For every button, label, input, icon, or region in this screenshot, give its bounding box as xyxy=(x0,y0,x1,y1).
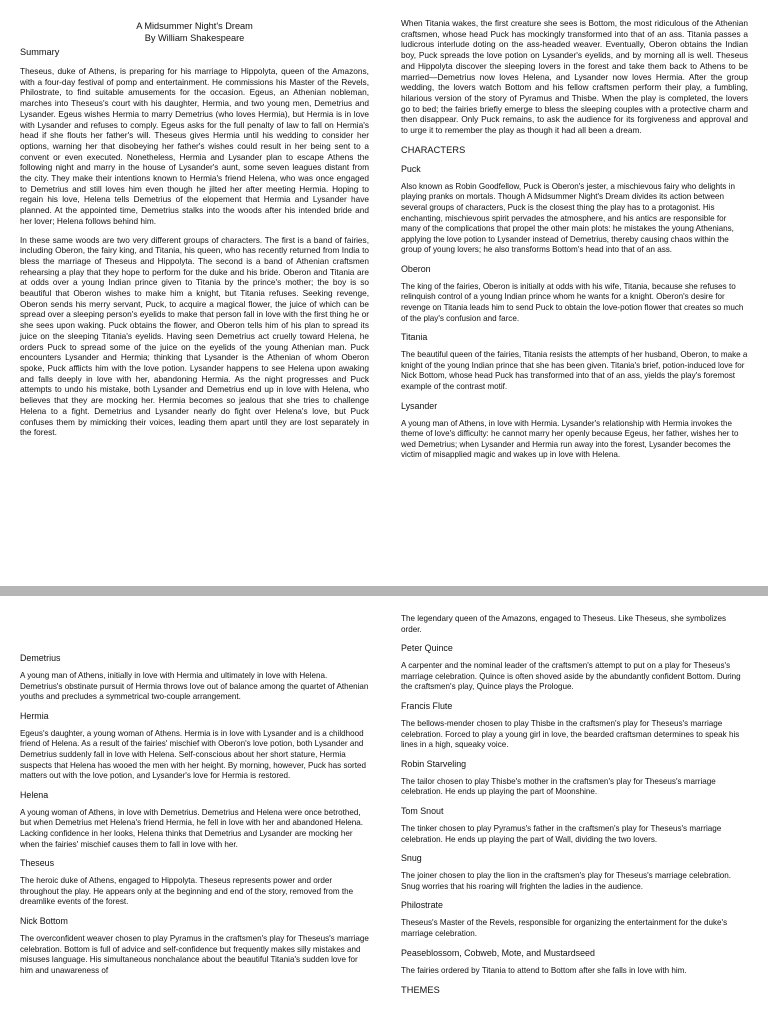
document-page-2 xyxy=(0,596,768,1024)
characters-heading: CHARACTERS xyxy=(401,144,466,155)
character-name-titania: Titania xyxy=(401,332,428,343)
character-name-fairies: Peaseblossom, Cobweb, Mote, and Mustardseed xyxy=(401,947,595,958)
page2-left-column xyxy=(20,653,369,984)
document-author: By William Shakespeare xyxy=(144,33,245,43)
character-desc-oberon: The king of the fairies, Oberon is initially at odds with his wife, Titania, because she refuses to relinquish control of a young Indian prince whom he wants for a knight. Oberon's desire for revenge on Titania leads him to send Puck to obtain the love-potion flower that creates so much of the play's confusion and farce. xyxy=(401,281,744,323)
character-desc-robin-starveling: The tailor chosen to play Thisbe's mother in the craftsmen's play for Theseus's marriage celebration. He ends up playing the part of Moonshine. xyxy=(401,776,716,797)
character-desc-hippolyta: The legendary queen of the Amazons, engaged to Theseus. Like Theseus, she symbolizes order. xyxy=(401,614,727,634)
character-name-snug: Snug xyxy=(401,853,422,864)
character-desc-francis-flute: The bellows-mender chosen to play Thisbe in the craftsmen's play for Theseus's marriage celebration. Forced to play a young girl in love, the bearded craftsman determines to speak his lines in a high, squeaky voice. xyxy=(401,718,740,750)
character-name-oberon: Oberon xyxy=(401,263,431,274)
page2-right-column xyxy=(401,614,748,1004)
character-name-hermia: Hermia xyxy=(20,710,49,721)
character-desc-peter-quince: A carpenter and the nominal leader of the craftsmen's attempt to put on a play for Theseus's marriage celebration. Quince is often shoved aside by the abundantly confident Bottom. During the craftsmen's play, Quince plays the Prologue. xyxy=(401,661,741,692)
character-name-philostrate: Philostrate xyxy=(401,900,443,911)
character-desc-theseus: The heroic duke of Athens, engaged to Hippolyta. Theseus represents power and order throughout the play. He appears only at the beginning and end of the story, removed from the dreamlike events of the forest. xyxy=(20,876,354,907)
page1-left-column xyxy=(20,20,369,446)
character-desc-titania: The beautiful queen of the fairies, Titania resists the attempts of her husband, Oberon, to make a knight of the young Indian prince that she has been given. Titania's brief, potion-induced love for Nick Bottom, whose head Puck has transformed into that of an ass, yields the play's foremost example of the contrast motif. xyxy=(401,350,748,392)
character-name-peter-quince: Peter Quince xyxy=(401,643,453,654)
character-desc-hermia: Egeus's daughter, a young woman of Athens. Hermia is in love with Lysander and is a childhood friend of Helena. As a result of the fairies' mischief with Oberon's love potion, both Lysander and Demetrius suddenly fall in love with Helena. Self-conscious about her short stature, Hermia suspects that Helena has wooed the men with her height. By morning, however, Puck has sorted matters out with the love potion, and Lysander's love for Hermia is restored. xyxy=(20,728,366,781)
character-desc-lysander: A young man of Athens, in love with Hermia. Lysander's relationship with Hermia invokes the theme of love's difficulty: he cannot marry her openly because Egeus, her father, wishes her to wed Demetrius; when Lysander and Hermia run away into the forest, Lysander becomes the victim of misapplied magic and wakes up in love with Helena. xyxy=(401,418,739,460)
character-name-helena: Helena xyxy=(20,789,49,800)
page1-right-column xyxy=(401,18,748,469)
character-name-tom-snout: Tom Snout xyxy=(401,805,444,816)
character-desc-philostrate: Theseus's Master of the Revels, responsible for organizing the entertainment for the duke's marriage celebration. xyxy=(401,918,728,938)
character-name-francis-flute: Francis Flute xyxy=(401,700,453,711)
summary-paragraph-3: When Titania wakes, the first creature she sees is Bottom, the most ridiculous of the Athenian craftsmen, whose head Puck has mockingly transformed into that of an ass. Titania passes a ludicrous interlude doting on the ass-headed weaver. Eventually, Oberon obtains the Indian boy, Puck spreads the love potion on Lysander's eyelids, and by morning all is well. Theseus and Hippolyta discover the sleeping lovers in the forest and take them back to Athens to be married—Demetrius now loves Helena, and Lysander now loves Hermia. After the group wedding, the lovers watch Bottom and his fellow craftsmen perform their play, a fumbling, hilarious version of the story of Pyramus and Thisbe. When the play is completed, the lovers go to bed; the fairies briefly emerge to bless the sleeping couples with a protective charm and then disappear. Only Puck remains, to ask the audience for its forgiveness and approval and to urge it to remember the play as though it had all been a dream. xyxy=(401,18,748,136)
summary-paragraph-2: In these same woods are two very different groups of characters. The first is a band of fairies, including Oberon, the fairy king, and Titania, his queen, who has recently returned from India to bless the marriage of Theseus and Hippolyta. The second is a band of Athenian craftsmen rehearsing a play that they hope to perform for the duke and his bride. Oberon and Titania are at odds over a young Indian prince given to Titania by the prince's mother; the boy is so beautiful that Oberon wishes to make him a knight, but Titania refuses. Seeking revenge, Oberon sends his merry servant, Puck, to acquire a magical flower, the juice of which can be spread over a sleeping person's eyelids to make that person fall in love with the first thing he or she sees upon waking. Puck obtains the flower, and Oberon tells him of his plan to spread its juice on the sleeping Titania's eyelids. Having seen Demetrius act cruelly toward Helena, he orders Puck to spread some of the juice on the eyelids of the young Athenian man. Puck encounters Lysander and Hermia; thinking that Lysander is the Athenian of whom Oberon spoke, Puck afflicts him with the love potion. Lysander happens to see Helena upon awaking and falls deeply in love with her, abandoning Hermia. As the night progresses and Puck attempts to undo his mistake, both Lysander and Demetrius end up in love with Helena, who believes that they are mocking her. Hermia becomes so jealous that she tries to challenge Helena to a fight. Demetrius and Lysander nearly do fight over Helena's love, but Puck confuses them by mimicking their voices, leading them apart until they are lost separately in the forest. xyxy=(20,234,369,438)
summary-paragraph-1: Theseus, duke of Athens, is preparing for his marriage to Hippolyta, queen of the Amazons, with a four-day festival of pomp and entertainment. He commissions his Master of the Revels, Philostrate, to find suitable amusements for the occasion. Egeus, an Athenian nobleman, marches into Theseus's court with his daughter, Hermia, and two young men, Demetrius and Lysander. Egeus wishes Hermia to marry Demetrius (who loves Hermia), but Hermia is in love with Lysander and refuses to comply. Egeus asks for the full penalty of law to fall on Hermia's head if she flouts her father's will. Theseus gives Hermia until his wedding to consider her options, warning her that disobeying her father's wishes could result in her being sent to a convent or even executed. Nonetheless, Hermia and Lysander plan to escape Athens the following night and marry in the house of Lysander's aunt, some seven leagues distant from the city. They make their intentions known to Hermia's friend Helena, who was once engaged to Demetrius and still loves him even though he jilted her after meeting Hermia. Hoping to regain his love, Helena tells Demetrius of the elopement that Hermia and Lysander have planned. At the appointed time, Demetrius stalks into the woods after his intended bride and her lover; Helena follows behind him. xyxy=(20,66,369,226)
character-name-theseus: Theseus xyxy=(20,858,55,869)
character-name-demetrius: Demetrius xyxy=(20,653,61,663)
character-name-puck: Puck xyxy=(401,163,421,174)
character-desc-fairies: The fairies ordered by Titania to attend to Bottom after she falls in love with him. xyxy=(401,965,687,975)
character-desc-tom-snout: The tinker chosen to play Pyramus's father in the craftsmen's play for Theseus's marriage celebration. He ends up playing the part of Wall, dividing the two lovers. xyxy=(401,823,722,844)
summary-heading: Summary xyxy=(20,47,60,57)
themes-heading: THEMES xyxy=(401,985,440,996)
character-name-lysander: Lysander xyxy=(401,400,438,411)
character-desc-helena: A young woman of Athens, in love with Demetrius. Demetrius and Helena were once betrothed, but when Demetrius met Helena's friend Hermia, he fell in love with her and abandoned Helena. Lacking confidence in her looks, Helena thinks that Demetrius and Lysander are mocking her when the fairies' mischief causes them to fall in love with her. xyxy=(20,807,364,849)
character-desc-nick-bottom: The overconfident weaver chosen to play Pyramus in the craftsmen's play for Theseus's marriage celebration. Bottom is full of advice and self-confidence but frequently makes silly mistakes and misuses language. His simultaneous nonchalance about the beautiful Titania's sudden love for him and unawareness of xyxy=(20,933,369,975)
character-desc-puck: Also known as Robin Goodfellow, Puck is Oberon's jester, a mischievous fairy who delights in playing pranks on mortals. Though A Midsummer Night's Dream divides its action between several groups of characters, Puck is the closest thing the play has to a protagonist. His enchanting, mischievous spirit pervades the atmosphere, and his antics are responsible for many of the complications that propel the other main plots: he mistakes the young Athenians, applying the love potion to Lysander instead of Demetrius, thereby causing chaos within the group of young lovers; he also transforms Bottom's head into that of an ass. xyxy=(401,181,736,255)
document-title: A Midsummer Night's Dream xyxy=(136,21,253,31)
character-desc-snug: The joiner chosen to play the lion in the craftsmen's play for Theseus's marriage celebration. Snug worries that his roaring will frighten the ladies in the audience. xyxy=(401,871,732,891)
character-name-robin-starveling: Robin Starveling xyxy=(401,758,467,769)
character-name-nick-bottom: Nick Bottom xyxy=(20,915,68,926)
character-desc-demetrius: A young man of Athens, initially in love with Hermia and ultimately in love with Helena. Demetrius's obstinate pursuit of Hermia throws love out of balance among the quartet of Athenian youths and precludes a symmetrical two-couple arrangement. xyxy=(20,671,369,702)
